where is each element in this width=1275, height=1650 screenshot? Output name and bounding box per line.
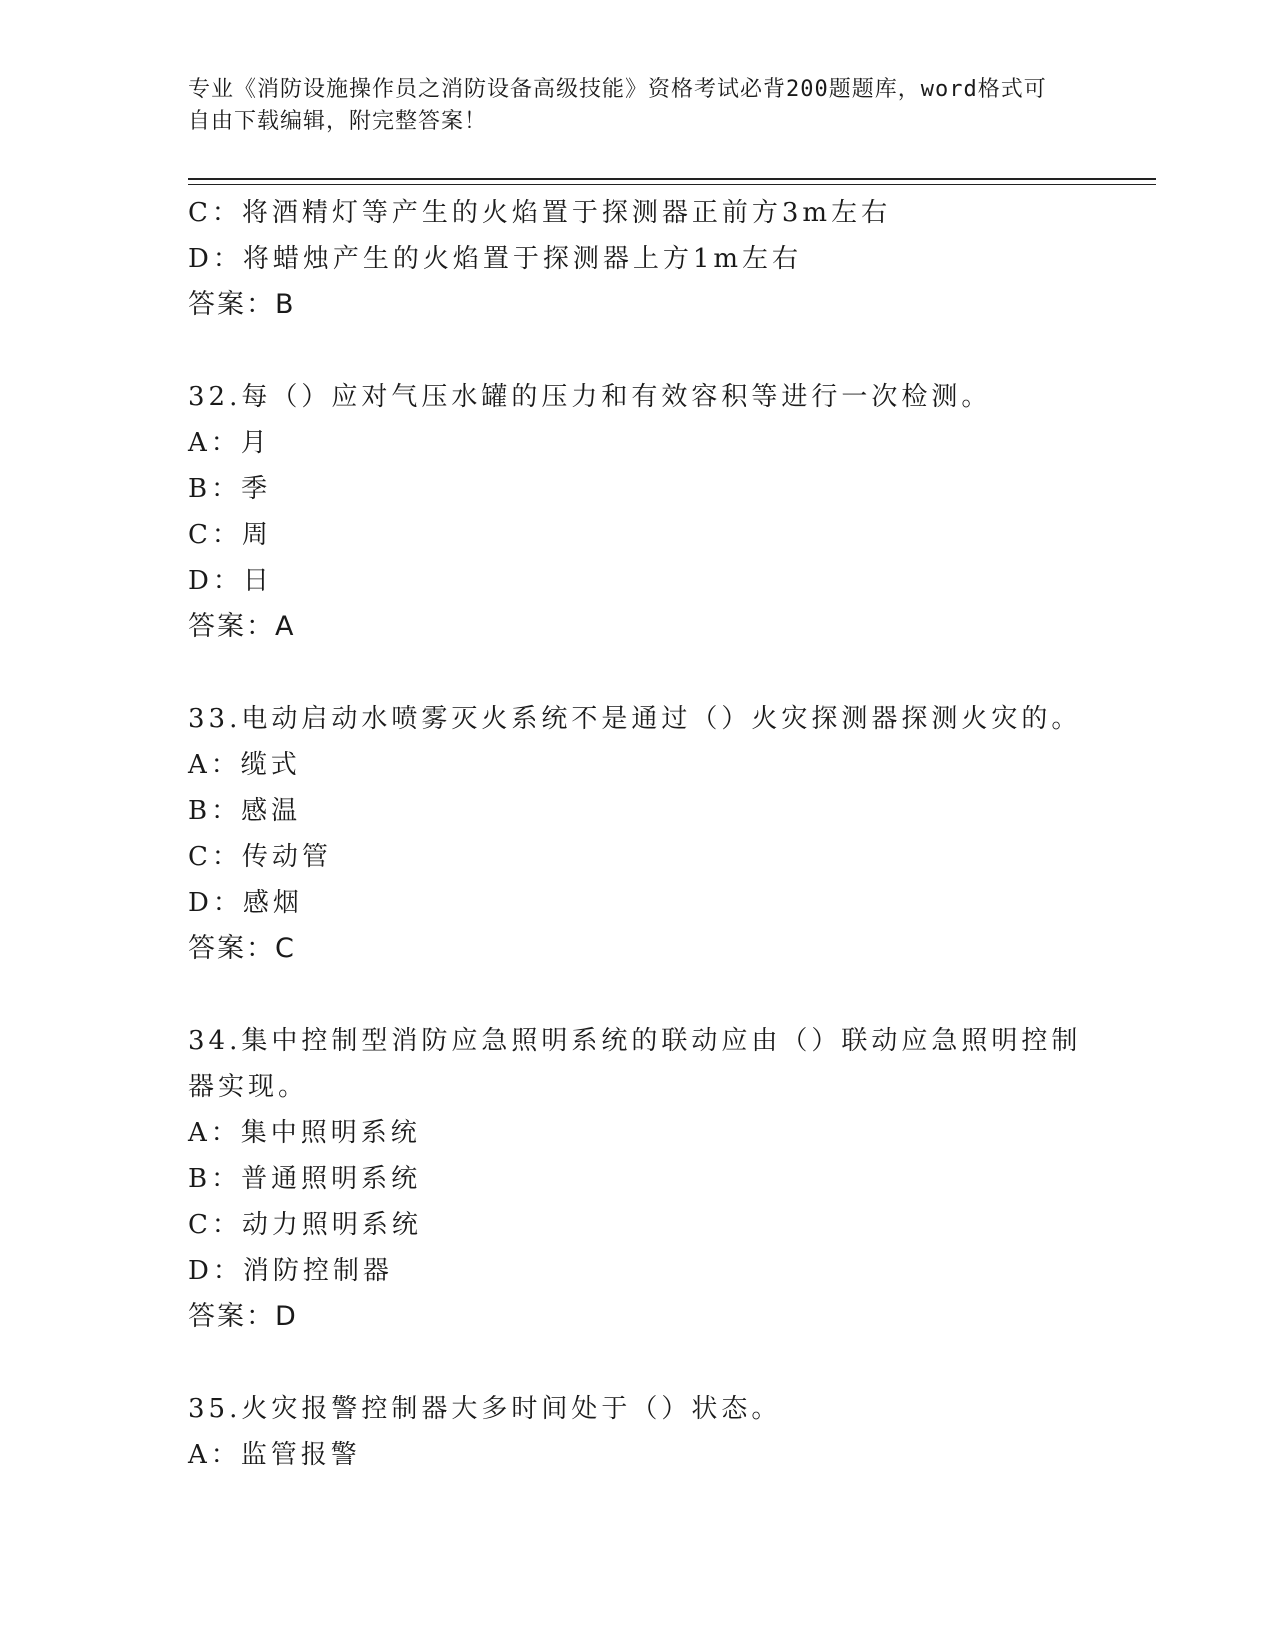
question-text: 35.火灾报警控制器大多时间处于（）状态。 xyxy=(188,1394,782,1424)
answer-line: 答案：B xyxy=(188,289,296,320)
question-34 xyxy=(188,1018,1088,1340)
option-a: A：缆式 xyxy=(188,750,301,780)
option-d: D：消防控制器 xyxy=(188,1256,393,1286)
option-b: B：普通照明系统 xyxy=(188,1164,422,1194)
option-a: A：集中照明系统 xyxy=(188,1118,421,1148)
option-d: D：将蜡烛产生的火焰置于探测器上方1m左右 xyxy=(188,244,803,274)
option-d: D：感烟 xyxy=(188,888,303,918)
option-c: C：周 xyxy=(188,520,272,550)
question-35 xyxy=(188,1386,1088,1478)
question-text: 34.集中控制型消防应急照明系统的联动应由（）联动应急照明控制器实现。 xyxy=(188,1026,1082,1102)
option-d: D：日 xyxy=(188,566,273,596)
option-c: C：将酒精灯等产生的火焰置于探测器正前方3m左右 xyxy=(188,198,892,228)
option-b: B：季 xyxy=(188,474,272,504)
option-a: A：监管报警 xyxy=(188,1440,361,1470)
answer-line: 答案：C xyxy=(188,933,296,964)
question-33 xyxy=(188,696,1088,972)
option-b: B：感温 xyxy=(188,796,302,826)
question-text: 32.每（）应对气压水罐的压力和有效容积等进行一次检测。 xyxy=(188,382,992,412)
answer-line: 答案：A xyxy=(188,611,296,642)
option-c: C：传动管 xyxy=(188,842,332,872)
option-c: C：动力照明系统 xyxy=(188,1210,422,1240)
header-rule-thick xyxy=(188,178,1156,180)
question-text: 33.电动启动水喷雾灭火系统不是通过（）火灾探测器探测火灾的。 xyxy=(188,704,1082,734)
answer-line: 答案：D xyxy=(188,1301,298,1332)
question-content xyxy=(188,190,1088,1478)
header-rule-thin xyxy=(188,184,1156,185)
document-header: 专业《消防设施操作员之消防设备高级技能》资格考试必背200题题库，word格式可自由下载编辑，附完整答案！ xyxy=(188,77,1047,134)
continued-question xyxy=(188,190,1088,328)
question-32 xyxy=(188,374,1088,650)
option-a: A：月 xyxy=(188,428,271,458)
